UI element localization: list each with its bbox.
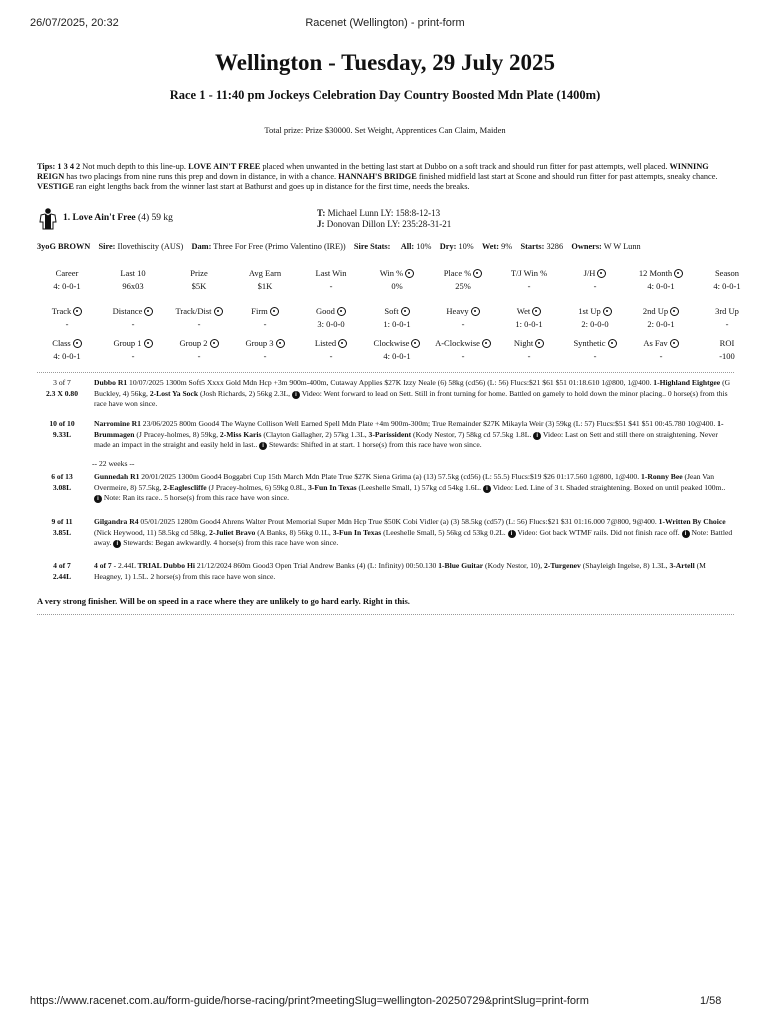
stat-value: 25% — [455, 281, 471, 291]
stat-value: $5K — [191, 281, 207, 291]
stats-circle-icon[interactable] — [73, 339, 82, 348]
stat-cell[interactable] — [35, 306, 99, 330]
stat-value: - — [263, 319, 267, 329]
divider — [37, 614, 734, 615]
info-icon[interactable]: i — [483, 485, 491, 493]
stat-cell[interactable] — [497, 338, 561, 362]
stats-circle-icon[interactable] — [473, 269, 482, 278]
stats-circle-icon[interactable] — [144, 339, 153, 348]
stat-value: $1K — [257, 281, 273, 291]
stat-cell[interactable] — [431, 306, 495, 330]
stat-label: Track — [51, 306, 72, 316]
stat-value: 1: 0-0-1 — [515, 319, 543, 329]
stat-value: - — [263, 351, 267, 361]
trainer-jockey: T: Michael Lunn LY: 158:8-12-13 J: Donovan Dillon LY: 235:28-31-21 — [317, 208, 452, 229]
stat-label: Group 1 — [113, 338, 142, 348]
meeting-title: Wellington - Tuesday, 29 July 2025 — [215, 50, 555, 75]
stat-value: 2: 0-0-1 — [647, 319, 675, 329]
stat-cell[interactable] — [497, 306, 561, 330]
stat-cell[interactable] — [365, 338, 429, 362]
stat-value: - — [593, 351, 597, 361]
stats-circle-icon[interactable] — [670, 307, 679, 316]
race-title: Race 1 - 11:40 pm Jockeys Celebration Day Country Boosted Mdn Plate (1400m) — [169, 88, 601, 102]
stats-circle-icon[interactable] — [608, 339, 617, 348]
stats-grid — [35, 268, 770, 368]
info-icon[interactable]: i — [94, 495, 102, 503]
prize-line: Total prize: Prize $30000. Set Weight, Apprentices Can Claim, Maiden — [264, 125, 506, 135]
stats-circle-icon[interactable] — [532, 307, 541, 316]
stat-value: - — [65, 319, 69, 329]
stat-value: - — [527, 281, 531, 291]
stats-circle-icon[interactable] — [471, 307, 480, 316]
print-title: Racenet (Wellington) - print-form — [305, 17, 465, 29]
stat-cell[interactable] — [167, 306, 231, 330]
info-icon[interactable]: i — [292, 391, 300, 399]
stats-circle-icon[interactable] — [337, 307, 346, 316]
stat-cell — [35, 268, 99, 292]
stat-cell — [299, 268, 363, 292]
stat-cell — [497, 268, 561, 292]
info-icon[interactable]: i — [113, 540, 121, 548]
stats-circle-icon[interactable] — [270, 307, 279, 316]
stat-cell[interactable] — [629, 338, 693, 362]
stats-circle-icon[interactable] — [670, 339, 679, 348]
stat-cell — [101, 268, 165, 292]
stat-label: Place % — [443, 268, 472, 278]
info-icon[interactable]: i — [508, 530, 516, 538]
stat-label: Distance — [112, 306, 143, 316]
stat-value: 96x03 — [122, 281, 144, 291]
stat-cell[interactable] — [299, 338, 363, 362]
stat-label: Track/Dist — [175, 306, 212, 316]
stat-cell[interactable] — [431, 268, 495, 292]
stat-value: 1: 0-0-1 — [383, 319, 411, 329]
stat-value: - — [725, 319, 729, 329]
stat-cell[interactable] — [629, 268, 693, 292]
stats-circle-icon[interactable] — [276, 339, 285, 348]
horse-name[interactable]: 1. Love Ain't Free (4) 59 kg — [63, 213, 173, 223]
stats-circle-icon[interactable] — [674, 269, 683, 278]
stat-value: - — [131, 319, 135, 329]
stats-circle-icon[interactable] — [144, 307, 153, 316]
stat-label: Prize — [190, 268, 208, 278]
stat-label: Group 2 — [179, 338, 208, 348]
stats-circle-icon[interactable] — [405, 269, 414, 278]
stat-cell — [167, 268, 231, 292]
stat-value: 4: 0-0-1 — [713, 281, 741, 291]
stat-label: Wet — [516, 306, 531, 316]
stat-label: Night — [513, 338, 534, 348]
stats-circle-icon[interactable] — [535, 339, 544, 348]
stat-cell[interactable] — [299, 306, 363, 330]
stat-label: Heavy — [446, 306, 469, 316]
stat-label: Career — [55, 268, 79, 278]
stat-value: - — [527, 351, 531, 361]
stat-label: A-Clockwise — [435, 338, 480, 348]
jockey-silk-icon — [39, 208, 57, 230]
stats-circle-icon[interactable] — [482, 339, 491, 348]
stat-cell — [233, 268, 297, 292]
stat-label: T/J Win % — [510, 268, 548, 278]
stat-cell[interactable] — [233, 338, 297, 362]
stat-label: Last Win — [315, 268, 347, 278]
stat-cell[interactable] — [629, 306, 693, 330]
stat-value: 4: 0-0-1 — [383, 351, 411, 361]
stat-label: ROI — [719, 338, 735, 348]
stat-cell[interactable] — [563, 268, 627, 292]
stat-cell[interactable] — [365, 268, 429, 292]
stat-label: Clockwise — [373, 338, 410, 348]
tips-paragraph: Tips: 1 3 4 2 Not much depth to this line-up. LOVE AIN'T FREE placed when unwanted in the betting last start at Dubbo on a soft track and should run fitter for past attempts, well placed. WINNING REIGN has two placings from nine runs this prep and down in distance, in with a chance. HANNAH'S BRIDGE finished midfield last start at Scone and should run fitter for past attempts, sneaky chance. VESTIGE ran eight lengths back from the winner last start at Bathurst and goes up in distance for the first time, needs the breaks. — [37, 162, 718, 191]
stat-label: Last 10 — [120, 268, 146, 278]
stat-label: 2nd Up — [642, 306, 669, 316]
stat-value: - — [197, 319, 201, 329]
page-number: 1/58 — [700, 995, 722, 1007]
stats-circle-icon[interactable] — [411, 339, 420, 348]
stats-circle-icon[interactable] — [603, 307, 612, 316]
stat-label: Good — [316, 306, 335, 316]
stat-value: 4: 0-0-1 — [647, 281, 675, 291]
stat-label: Class — [52, 338, 71, 348]
stat-label: Avg Earn — [248, 268, 282, 278]
stat-value: - — [659, 351, 663, 361]
stats-circle-icon[interactable] — [214, 307, 223, 316]
info-icon[interactable]: i — [533, 432, 541, 440]
stat-value: - — [593, 281, 597, 291]
stat-cell[interactable] — [431, 338, 495, 362]
stats-circle-icon[interactable] — [401, 307, 410, 316]
stat-value: - — [197, 351, 201, 361]
stat-value: - — [461, 319, 465, 329]
stats-circle-icon[interactable] — [338, 339, 347, 348]
info-icon[interactable]: i — [259, 442, 267, 450]
stats-circle-icon[interactable] — [210, 339, 219, 348]
stat-value: -100 — [719, 351, 735, 361]
stat-cell — [695, 306, 759, 330]
horse-comment: A very strong finisher. Will be on speed in a race where they are unlikely to go hard early. Right in this. — [37, 596, 410, 606]
stat-label: Group 3 — [245, 338, 274, 348]
stat-value: 4: 0-0-1 — [53, 351, 81, 361]
stat-cell — [695, 338, 759, 362]
stat-cell[interactable] — [101, 306, 165, 330]
stat-value: 0% — [391, 281, 403, 291]
stat-value: - — [131, 351, 135, 361]
stats-circle-icon[interactable] — [597, 269, 606, 278]
stat-value: 3: 0-0-0 — [317, 319, 345, 329]
weeks-gap: -- 22 weeks -- — [92, 459, 135, 468]
horse-breeding: 3yoG BROWN Sire: Ilovethiscity (AUS) Dam: Three For Free (Primo Valentino (IRE)) Sire Stats: All: 10% Dry: 10% Wet: 9% Starts: 3286 Owners: W W Lunn — [37, 242, 641, 251]
stat-label: Firm — [251, 306, 268, 316]
stat-value: - — [329, 351, 333, 361]
divider — [37, 372, 734, 373]
stat-value: - — [329, 281, 333, 291]
stat-label: Synthetic — [573, 338, 606, 348]
info-icon[interactable]: i — [682, 530, 690, 538]
stats-circle-icon[interactable] — [73, 307, 82, 316]
stat-cell[interactable] — [35, 338, 99, 362]
print-datetime: 26/07/2025, 20:32 — [30, 17, 119, 29]
stat-label: Win % — [379, 268, 404, 278]
stat-cell[interactable] — [233, 306, 297, 330]
stat-cell[interactable] — [563, 306, 627, 330]
footer-url: https://www.racenet.com.au/form-guide/horse-racing/print?meetingSlug=wellington-20250729&printSlug=print-form — [30, 995, 589, 1007]
stat-label: Listed — [314, 338, 337, 348]
stat-value: 2: 0-0-0 — [581, 319, 609, 329]
stat-label: 3rd Up — [715, 306, 739, 316]
stat-label: As Fav — [643, 338, 668, 348]
stat-cell[interactable] — [365, 306, 429, 330]
stat-label: 1st Up — [578, 306, 601, 316]
stat-label: Soft — [384, 306, 399, 316]
stat-cell[interactable] — [563, 338, 627, 362]
stat-label: Season — [714, 268, 740, 278]
stat-cell[interactable] — [167, 338, 231, 362]
stat-cell[interactable] — [101, 338, 165, 362]
stat-cell — [695, 268, 759, 292]
stat-label: 12 Month — [638, 268, 673, 278]
stat-value: 4: 0-0-1 — [53, 281, 81, 291]
stat-label: J/H — [583, 268, 596, 278]
stat-value: - — [461, 351, 465, 361]
